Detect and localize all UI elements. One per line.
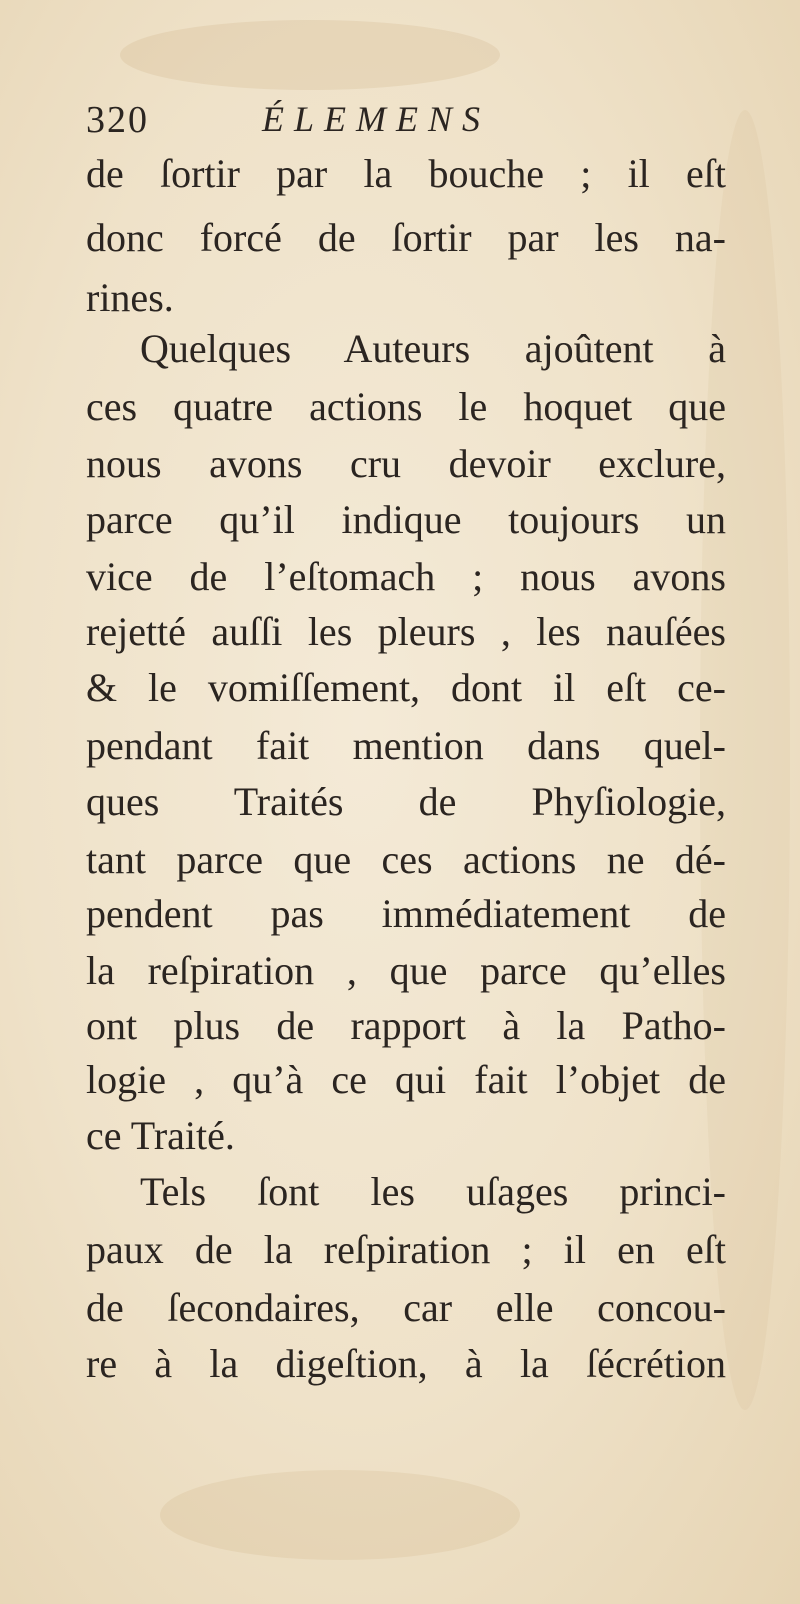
text-line: ont plus de rapport à la Patho-	[86, 1003, 726, 1048]
text-line: Quelques Auteurs ajoûtent à	[140, 326, 726, 371]
text-line: pendant fait mention dans quel-	[86, 723, 726, 768]
paper-stain	[120, 20, 500, 90]
text-line: ces quatre actions le hoquet que	[86, 384, 726, 429]
text-line: paux de la reſpiration ; il en eſt	[86, 1227, 726, 1272]
text-line: la reſpiration , que parce qu’elles	[86, 948, 726, 993]
text-line: nous avons cru devoir exclure,	[86, 441, 726, 486]
paper-stain	[160, 1470, 520, 1560]
text-line: rejetté auſſi les pleurs , les nauſées	[86, 609, 726, 654]
text-line: donc forcé de ſortir par les na-	[86, 215, 726, 260]
text-line: tant parce que ces actions ne dé-	[86, 837, 726, 882]
text-line: de ſortir par la bouche ; il eſt	[86, 151, 726, 196]
text-line: ce Traité.	[86, 1113, 235, 1158]
text-line: re à la digeſtion, à la ſécrétion	[86, 1341, 726, 1386]
text-line: logie , qu’à ce qui fait l’objet de	[86, 1057, 726, 1102]
text-line: Tels ſont les uſages princi-	[140, 1169, 726, 1214]
text-line: parce qu’il indique toujours un	[86, 497, 726, 542]
text-line: pendent pas immédiatement de	[86, 891, 726, 936]
text-line: rines.	[86, 275, 174, 320]
text-line: vice de l’eſtomach ; nous avons	[86, 554, 726, 599]
running-head: ÉLEMENS	[262, 99, 490, 139]
text-line: de ſecondaires, car elle concou-	[86, 1285, 726, 1330]
page-header	[86, 98, 546, 150]
text-line: & le vomiſſement, dont il eſt ce-	[86, 665, 726, 710]
page-number: 320	[86, 99, 149, 141]
text-line: ques Traités de Phyſiologie,	[86, 779, 726, 824]
